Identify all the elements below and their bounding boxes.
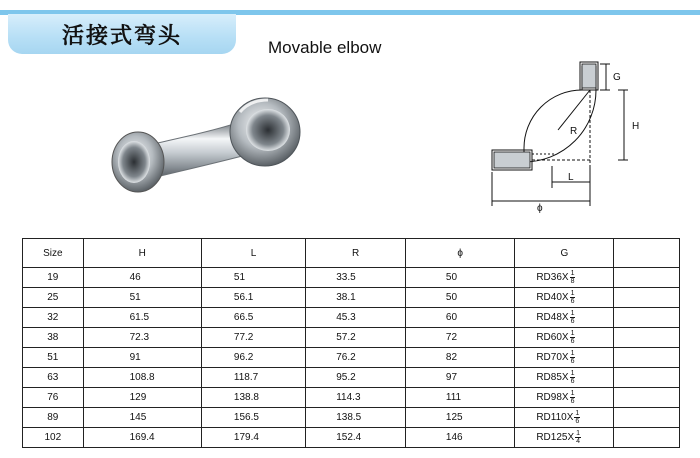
- cell-l: 118.7: [201, 368, 305, 388]
- label-l: L: [568, 172, 574, 183]
- cell-l: 138.8: [201, 388, 305, 408]
- cell-h: 72.3: [83, 328, 201, 348]
- cell-size: 19: [23, 268, 84, 288]
- cell-h: 129: [83, 388, 201, 408]
- g-fraction: [570, 310, 576, 325]
- g-fraction-den: 6: [570, 298, 575, 305]
- g-fraction: [570, 350, 576, 365]
- elbow-dimension-diagram: [482, 56, 652, 214]
- g-thread: RD98X: [536, 392, 569, 404]
- cell-l: 179.4: [201, 428, 305, 448]
- label-h: H: [632, 121, 640, 132]
- cell-phi: 50: [405, 288, 514, 308]
- cell-h: 46: [83, 268, 201, 288]
- g-fraction-num: 1: [570, 270, 575, 277]
- g-fraction-den: 6: [570, 378, 575, 385]
- cell-l: 66.5: [201, 308, 305, 328]
- g-fraction-den: 6: [570, 358, 575, 365]
- g-fraction-num: 1: [570, 370, 575, 377]
- table-row: [23, 348, 680, 368]
- cell-phi: 146: [405, 428, 514, 448]
- g-thread: RD85X: [536, 372, 569, 384]
- cell-r: 152.4: [306, 428, 406, 448]
- right-union-bore: [246, 109, 290, 151]
- g-fraction-num: 1: [576, 430, 581, 437]
- cell-r: 38.1: [306, 288, 406, 308]
- cell-r: 95.2: [306, 368, 406, 388]
- cell-h: 108.8: [83, 368, 201, 388]
- cell-size: 63: [23, 368, 84, 388]
- header-g: G: [515, 239, 614, 268]
- g-fraction: [574, 410, 580, 425]
- g-fraction: [570, 390, 576, 405]
- cell-empty: [614, 268, 680, 288]
- cell-r: 138.5: [306, 408, 406, 428]
- g-thread: RD36X: [536, 272, 569, 284]
- header-h: H: [83, 239, 201, 268]
- cell-empty: [614, 368, 680, 388]
- label-g: G: [613, 72, 621, 83]
- cell-r: 45.3: [306, 308, 406, 328]
- cell-size: 102: [23, 428, 84, 448]
- cell-empty: [614, 388, 680, 408]
- g-fraction-num: 1: [570, 390, 575, 397]
- cell-g: [515, 268, 614, 288]
- table-row: [23, 328, 680, 348]
- cell-l: 77.2: [201, 328, 305, 348]
- table-row: [23, 368, 680, 388]
- table-row: [23, 388, 680, 408]
- g-fraction-num: 1: [570, 310, 575, 317]
- cell-phi: 111: [405, 388, 514, 408]
- spec-table: [22, 238, 680, 448]
- cell-size: 25: [23, 288, 84, 308]
- cell-g: [515, 368, 614, 388]
- cell-h: 61.5: [83, 308, 201, 328]
- elbow-photo: [100, 92, 310, 208]
- top-thread-hatch: [582, 64, 596, 88]
- elbow-outer-wall: [524, 66, 582, 154]
- table-row: [23, 428, 680, 448]
- cell-h: 51: [83, 288, 201, 308]
- table-row: [23, 268, 680, 288]
- label-r: R: [570, 126, 578, 137]
- g-fraction-den: 6: [575, 418, 580, 425]
- cell-size: 51: [23, 348, 84, 368]
- table-row: [23, 408, 680, 428]
- cell-empty: [614, 348, 680, 368]
- cell-l: 56.1: [201, 288, 305, 308]
- g-fraction-num: 1: [570, 330, 575, 337]
- g-fraction-num: 1: [570, 290, 575, 297]
- header-r: R: [306, 239, 406, 268]
- page-title: 活接式弯头: [8, 14, 236, 54]
- cell-phi: 50: [405, 268, 514, 288]
- g-thread: RD110X: [536, 412, 574, 424]
- table-header-row: [23, 239, 680, 268]
- cell-r: 76.2: [306, 348, 406, 368]
- cell-l: 51: [201, 268, 305, 288]
- g-fraction: [570, 290, 576, 305]
- cell-g: [515, 428, 614, 448]
- cell-r: 114.3: [306, 388, 406, 408]
- g-fraction-num: 1: [575, 410, 580, 417]
- header-l: L: [201, 239, 305, 268]
- cell-g: [515, 408, 614, 428]
- g-thread: RD70X: [536, 352, 569, 364]
- cell-empty: [614, 408, 680, 428]
- cell-h: 91: [83, 348, 201, 368]
- g-fraction-den: 4: [576, 438, 581, 445]
- cell-g: [515, 288, 614, 308]
- g-thread: RD48X: [536, 312, 569, 324]
- cell-g: [515, 348, 614, 368]
- g-fraction-den: 8: [570, 278, 575, 285]
- g-fraction: [570, 330, 576, 345]
- left-ferrule-hatch: [494, 152, 530, 168]
- g-thread: RD60X: [536, 332, 569, 344]
- cell-size: 32: [23, 308, 84, 328]
- cell-h: 145: [83, 408, 201, 428]
- table-row: [23, 308, 680, 328]
- cell-r: 57.2: [306, 328, 406, 348]
- g-fraction-num: 1: [570, 350, 575, 357]
- cell-empty: [614, 288, 680, 308]
- g-fraction-den: 6: [570, 318, 575, 325]
- g-fraction: [570, 370, 576, 385]
- cell-l: 156.5: [201, 408, 305, 428]
- cell-empty: [614, 428, 680, 448]
- cell-g: [515, 388, 614, 408]
- cell-empty: [614, 308, 680, 328]
- g-thread: RD125X: [536, 432, 575, 444]
- label-phi: ϕ: [537, 203, 543, 214]
- cell-g: [515, 328, 614, 348]
- g-fraction: [575, 430, 581, 445]
- cell-h: 169.4: [83, 428, 201, 448]
- cell-empty: [614, 328, 680, 348]
- header-phi: ϕ: [405, 239, 514, 268]
- cell-l: 96.2: [201, 348, 305, 368]
- g-thread: RD40X: [536, 292, 569, 304]
- cell-size: 89: [23, 408, 84, 428]
- cell-g: [515, 308, 614, 328]
- cell-phi: 82: [405, 348, 514, 368]
- left-ferrule-bore: [118, 141, 150, 183]
- page-subtitle: Movable elbow: [268, 38, 382, 57]
- table-row: [23, 288, 680, 308]
- header-size: Size: [23, 239, 84, 268]
- cell-size: 38: [23, 328, 84, 348]
- cell-phi: 125: [405, 408, 514, 428]
- cell-size: 76: [23, 388, 84, 408]
- cell-r: 33.5: [306, 268, 406, 288]
- cell-phi: 97: [405, 368, 514, 388]
- g-fraction: [570, 270, 576, 285]
- cell-phi: 72: [405, 328, 514, 348]
- header-empty: [614, 239, 680, 268]
- cell-phi: 60: [405, 308, 514, 328]
- g-fraction-den: 6: [570, 398, 575, 405]
- g-fraction-den: 6: [570, 338, 575, 345]
